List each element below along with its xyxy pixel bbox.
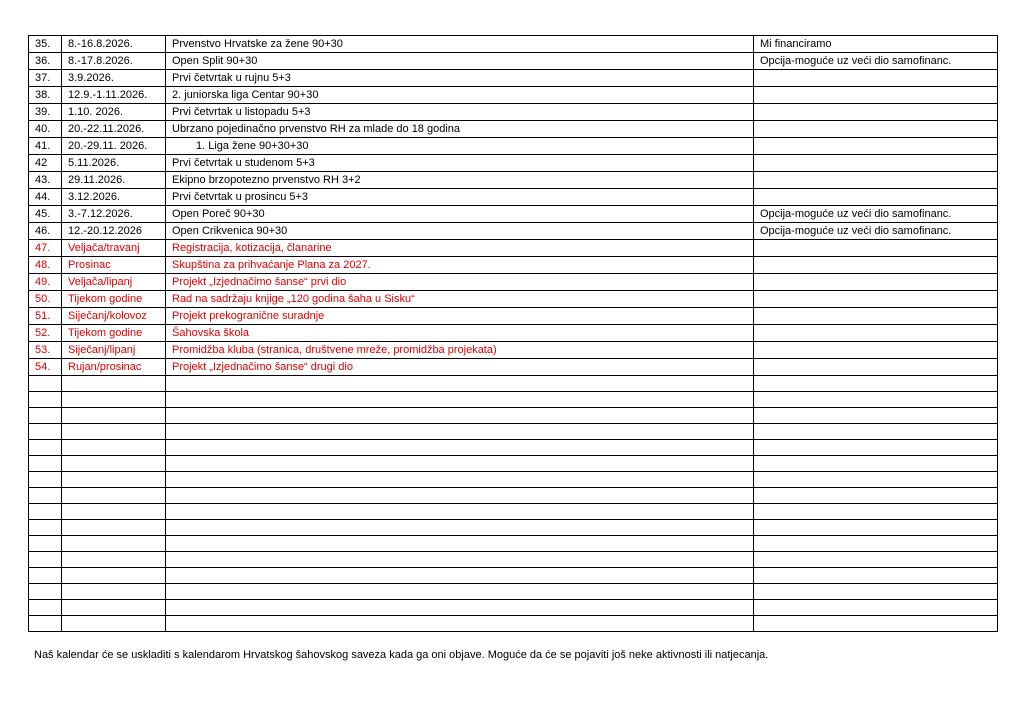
row-note [754, 342, 998, 359]
row-note [754, 359, 998, 376]
empty-table-row [29, 504, 998, 520]
empty-table-row [29, 600, 998, 616]
row-note [754, 138, 998, 155]
empty-cell [62, 472, 166, 488]
calendar-table [28, 35, 998, 632]
empty-cell [29, 408, 62, 424]
row-number: 50. [29, 291, 62, 308]
empty-cell [62, 616, 166, 632]
row-date: 29.11.2026. [62, 172, 166, 189]
table-row [29, 206, 998, 223]
row-event: Open Split 90+30 [166, 53, 754, 70]
empty-cell [29, 424, 62, 440]
empty-table-row [29, 568, 998, 584]
empty-cell [166, 536, 754, 552]
footer-note: Naš kalendar će se uskladiti s kalendarom Hrvatskog šahovskog saveza kada ga oni objave. Moguće da će se pojaviti još neke aktivnosti ili natjecanja. [34, 649, 769, 661]
row-number: 37. [29, 70, 62, 87]
row-number: 53. [29, 342, 62, 359]
empty-cell [166, 584, 754, 600]
row-date: Tijekom godine [62, 291, 166, 308]
row-number: 39. [29, 104, 62, 121]
empty-cell [62, 424, 166, 440]
row-note: Opcija-moguće uz veći dio samofinanc. [754, 206, 998, 223]
empty-cell [166, 488, 754, 504]
row-date: Siječanj/kolovoz [62, 308, 166, 325]
table-row [29, 325, 998, 342]
empty-cell [754, 424, 998, 440]
empty-table-row [29, 408, 998, 424]
row-event: Šahovska škola [166, 325, 754, 342]
empty-cell [29, 536, 62, 552]
table-row [29, 36, 998, 53]
empty-table-row [29, 392, 998, 408]
table-row [29, 223, 998, 240]
empty-cell [754, 616, 998, 632]
row-note [754, 189, 998, 206]
row-number: 45. [29, 206, 62, 223]
empty-cell [166, 408, 754, 424]
row-number: 47. [29, 240, 62, 257]
row-note [754, 87, 998, 104]
table-row [29, 308, 998, 325]
row-number: 40. [29, 121, 62, 138]
table-row [29, 274, 998, 291]
empty-cell [29, 584, 62, 600]
row-note [754, 121, 998, 138]
empty-cell [62, 504, 166, 520]
table-row [29, 155, 998, 172]
empty-cell [29, 440, 62, 456]
table-row [29, 70, 998, 87]
row-event: Prvi četvrtak u listopadu 5+3 [166, 104, 754, 121]
empty-table-row [29, 536, 998, 552]
empty-cell [29, 600, 62, 616]
row-note [754, 308, 998, 325]
row-event: Ubrzano pojedinačno prvenstvo RH za mlade do 18 godina [166, 121, 754, 138]
row-number: 35. [29, 36, 62, 53]
empty-cell [62, 520, 166, 536]
row-number: 49. [29, 274, 62, 291]
row-date: 20.-22.11.2026. [62, 121, 166, 138]
row-note [754, 325, 998, 342]
row-date: Rujan/prosinac [62, 359, 166, 376]
table-row [29, 342, 998, 359]
row-date: 8.-17.8.2026. [62, 53, 166, 70]
row-number: 46. [29, 223, 62, 240]
row-event [166, 138, 754, 155]
empty-cell [62, 600, 166, 616]
table-row [29, 53, 998, 70]
empty-cell [29, 616, 62, 632]
empty-table-row [29, 616, 998, 632]
row-date: 3.12.2026. [62, 189, 166, 206]
table-row [29, 172, 998, 189]
empty-table-row [29, 424, 998, 440]
empty-table-row [29, 488, 998, 504]
row-date: 3.9.2026. [62, 70, 166, 87]
row-number: 43. [29, 172, 62, 189]
row-number: 38. [29, 87, 62, 104]
row-number: 36. [29, 53, 62, 70]
empty-cell [29, 504, 62, 520]
row-date: 3.-7.12.2026. [62, 206, 166, 223]
empty-cell [754, 584, 998, 600]
row-note [754, 155, 998, 172]
row-event: Rad na sadržaju knjige „120 godina šaha u Sisku“ [166, 291, 754, 308]
empty-cell [29, 568, 62, 584]
empty-cell [754, 456, 998, 472]
empty-cell [754, 568, 998, 584]
row-number: 52. [29, 325, 62, 342]
empty-cell [754, 408, 998, 424]
empty-table-row [29, 552, 998, 568]
row-event: Skupština za prihvaćanje Plana za 2027. [166, 257, 754, 274]
empty-cell [166, 552, 754, 568]
row-number: 51. [29, 308, 62, 325]
row-note [754, 257, 998, 274]
empty-cell [166, 520, 754, 536]
empty-cell [29, 472, 62, 488]
table-row [29, 87, 998, 104]
table-row [29, 104, 998, 121]
row-event: Projekt „Izjednačimo šanse“ prvi dio [166, 274, 754, 291]
calendar-table-body [29, 36, 998, 632]
empty-cell [29, 520, 62, 536]
table-row [29, 257, 998, 274]
empty-table-row [29, 472, 998, 488]
empty-cell [754, 504, 998, 520]
empty-cell [754, 520, 998, 536]
empty-cell [166, 568, 754, 584]
empty-cell [166, 376, 754, 392]
empty-cell [62, 536, 166, 552]
row-date: 12.-20.12.2026 [62, 223, 166, 240]
row-note: Opcija-moguće uz veći dio samofinanc. [754, 53, 998, 70]
row-note [754, 274, 998, 291]
empty-cell [166, 456, 754, 472]
table-row [29, 359, 998, 376]
row-date: 8.-16.8.2026. [62, 36, 166, 53]
row-event: Open Crikvenica 90+30 [166, 223, 754, 240]
row-number: 41. [29, 138, 62, 155]
row-date: 12.9.-1.11.2026. [62, 87, 166, 104]
row-note [754, 104, 998, 121]
row-date: 20.-29.11. 2026. [62, 138, 166, 155]
empty-table-row [29, 440, 998, 456]
empty-table-row [29, 456, 998, 472]
empty-cell [29, 376, 62, 392]
empty-cell [62, 552, 166, 568]
table-row [29, 121, 998, 138]
empty-cell [62, 456, 166, 472]
empty-cell [62, 488, 166, 504]
empty-cell [166, 424, 754, 440]
row-date: 1.10. 2026. [62, 104, 166, 121]
row-note [754, 70, 998, 87]
empty-cell [754, 392, 998, 408]
table-row [29, 189, 998, 206]
row-event: 2. juniorska liga Centar 90+30 [166, 87, 754, 104]
empty-cell [62, 376, 166, 392]
empty-cell [29, 456, 62, 472]
row-number: 42 [29, 155, 62, 172]
row-event: Ekipno brzopotezno prvenstvo RH 3+2 [166, 172, 754, 189]
row-number: 54. [29, 359, 62, 376]
row-event: Prvi četvrtak u studenom 5+3 [166, 155, 754, 172]
empty-cell [166, 440, 754, 456]
empty-table-row [29, 520, 998, 536]
empty-cell [754, 552, 998, 568]
row-event: Prvi četvrtak u rujnu 5+3 [166, 70, 754, 87]
row-event: Registracija, kotizacija, članarine [166, 240, 754, 257]
empty-cell [754, 440, 998, 456]
row-number: 48. [29, 257, 62, 274]
row-note: Mi financiramo [754, 36, 998, 53]
row-event-text: 1. Liga žene 90+30+30 [196, 140, 309, 152]
table-row [29, 240, 998, 257]
empty-cell [62, 408, 166, 424]
empty-table-row [29, 376, 998, 392]
table-row [29, 291, 998, 308]
row-event: Prvi četvrtak u prosincu 5+3 [166, 189, 754, 206]
row-date: Siječanj/lipanj [62, 342, 166, 359]
row-date: Veljača/lipanj [62, 274, 166, 291]
empty-cell [166, 600, 754, 616]
empty-cell [29, 488, 62, 504]
row-note [754, 240, 998, 257]
row-number: 44. [29, 189, 62, 206]
empty-cell [166, 472, 754, 488]
row-note [754, 291, 998, 308]
empty-cell [62, 568, 166, 584]
row-date: Prosinac [62, 257, 166, 274]
table-row [29, 138, 998, 155]
empty-cell [166, 504, 754, 520]
row-date: Tijekom godine [62, 325, 166, 342]
row-event: Projekt prekogranične suradnje [166, 308, 754, 325]
empty-cell [754, 536, 998, 552]
row-event: Promidžba kluba (stranica, društvene mreže, promidžba projekata) [166, 342, 754, 359]
row-event: Prvenstvo Hrvatske za žene 90+30 [166, 36, 754, 53]
row-event: Projekt „Izjednačimo šanse“ drugi dio [166, 359, 754, 376]
row-date: Veljača/travanj [62, 240, 166, 257]
row-event: Open Poreč 90+30 [166, 206, 754, 223]
empty-cell [166, 392, 754, 408]
row-note: Opcija-moguće uz veći dio samofinanc. [754, 223, 998, 240]
empty-cell [62, 440, 166, 456]
empty-cell [754, 600, 998, 616]
empty-cell [754, 472, 998, 488]
row-note [754, 172, 998, 189]
empty-cell [754, 488, 998, 504]
empty-cell [166, 616, 754, 632]
empty-cell [62, 392, 166, 408]
row-date: 5.11.2026. [62, 155, 166, 172]
empty-cell [62, 584, 166, 600]
empty-cell [754, 376, 998, 392]
empty-cell [29, 392, 62, 408]
empty-cell [29, 552, 62, 568]
empty-table-row [29, 584, 998, 600]
